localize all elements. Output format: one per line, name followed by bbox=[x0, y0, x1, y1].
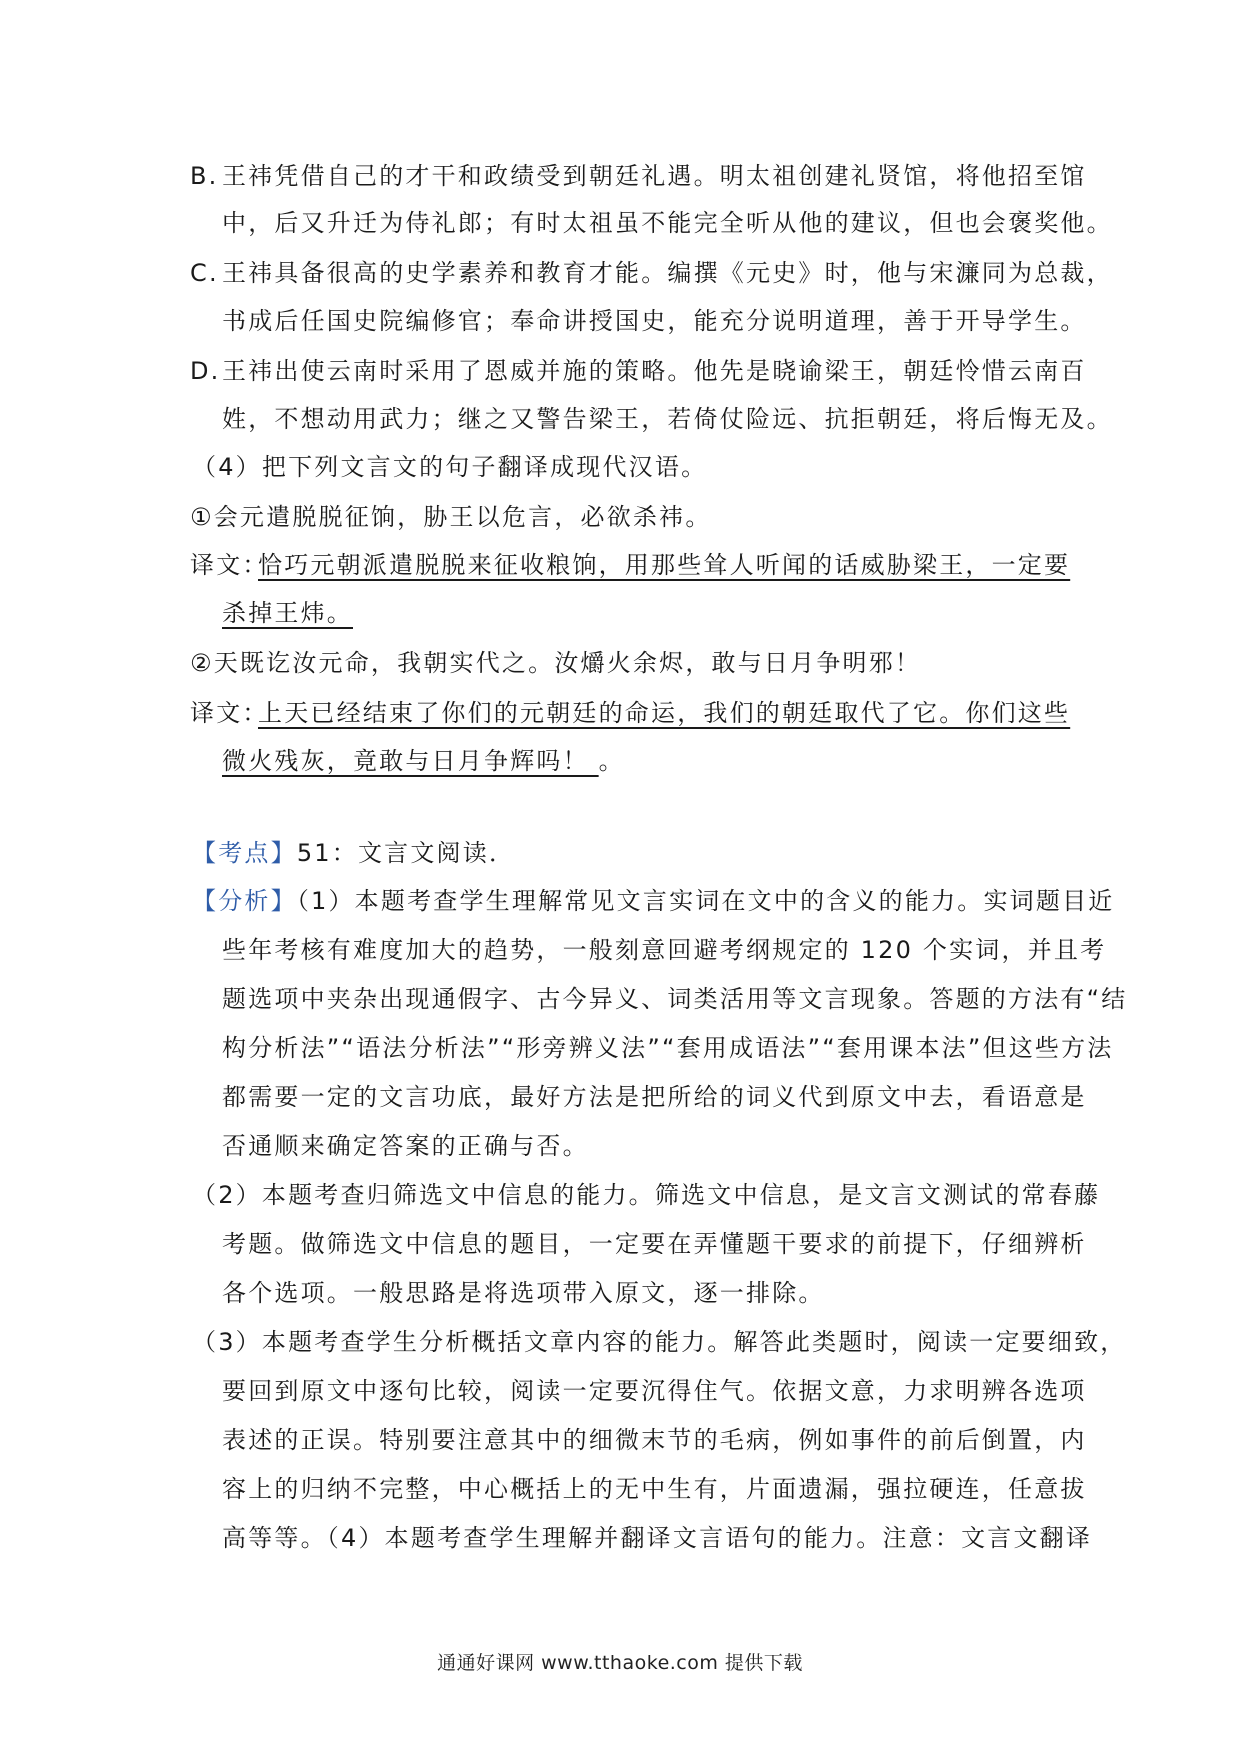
kaodian-tag: 【考点】 bbox=[192, 839, 297, 867]
sentence-2-answer-label: 译文： bbox=[190, 699, 269, 727]
option-b-line-2: 中，后又升迁为侍礼郎；有时太祖虽不能完全听从他的建议，但也会褒奖他。 bbox=[222, 209, 1113, 237]
fenxi-p3-line-1: （3）本题考查学生分析概括文章内容的能力。解答此类题时，阅读一定要细致， bbox=[192, 1328, 1127, 1356]
option-b-label: B. bbox=[190, 162, 219, 190]
sentence-1-answer-label: 译文： bbox=[190, 551, 269, 579]
sentence-2: ②天既讫汝元命，我朝实代之。汝爝火余烬，敢与日月争明邪！ bbox=[190, 649, 922, 677]
option-d-line-2: 姓，不想动用武力；继之又警告梁王，若倚仗险远、抗拒朝廷，将后悔无及。 bbox=[222, 405, 1113, 433]
option-b-line-1: 王祎凭借自己的才干和政绩受到朝廷礼遇。明太祖创建礼贤馆，将他招至馆 bbox=[222, 162, 1087, 190]
option-d-line-1: 王祎出使云南时采用了恩威并施的策略。他先是晓谕梁王，朝廷怜惜云南百 bbox=[222, 357, 1087, 385]
page-footer: 通通好课网 www.tthaoke.com 提供下载 bbox=[437, 1652, 803, 1674]
sentence-2-answer-line-2-wrap bbox=[222, 746, 625, 776]
fenxi-p2-line-2: 考题。做筛选文中信息的题目，一定要在弄懂题干要求的前提下，仔细辨析 bbox=[222, 1230, 1087, 1258]
sentence-2-answer-line-2: 微火残灰，竟敢与日月争辉吗！ bbox=[222, 747, 599, 775]
fenxi-p3-line-2: 要回到原文中逐句比较，阅读一定要沉得住气。依据文意，力求明辨各选项 bbox=[222, 1377, 1087, 1405]
fenxi-p2-line-3: 各个选项。一般思路是将选项带入原文，逐一排除。 bbox=[222, 1279, 825, 1307]
option-d-label: D. bbox=[190, 357, 221, 385]
fenxi-p1-line-5: 都需要一定的文言功底，最好方法是把所给的词义代到原文中去，看语意是 bbox=[222, 1083, 1087, 1111]
sentence-1-answer-line-2: 杀掉王炜。 bbox=[222, 599, 353, 627]
sentence-1-answer-line-1: 恰巧元朝派遣脱脱来征收粮饷，用那些耸人听闻的话威胁梁王，一定要 bbox=[258, 551, 1071, 579]
kaodian-line bbox=[192, 838, 515, 868]
fenxi-p3-line-4: 容上的归纳不完整，中心概括上的无中生有，片面遗漏，强拉硬连，任意拔 bbox=[222, 1475, 1087, 1503]
fenxi-p3-line-3: 表述的正误。特别要注意其中的细微末节的毛病，例如事件的前后倒置，内 bbox=[222, 1426, 1087, 1454]
fenxi-tag: 【分析】 bbox=[192, 887, 297, 915]
fenxi-p1-line-6: 否通顺来确定答案的正确与否。 bbox=[222, 1132, 589, 1160]
fenxi-p2-line-1: （2）本题考查归筛选文中信息的能力。筛选文中信息，是文言文测试的常春藤 bbox=[192, 1181, 1101, 1209]
sentence-1: ①会元遣脱脱征饷，胁王以危言，必欲杀祎。 bbox=[190, 503, 712, 531]
fenxi-p1-line-1: （1）本题考查学生理解常见文言实词在文中的含义的能力。实词题目近 bbox=[296, 887, 1115, 915]
option-c-label: C. bbox=[190, 259, 219, 287]
kaodian-text: 51：文言文阅读． bbox=[296, 839, 516, 867]
translation-heading: （4）把下列文言文的句子翻译成现代汉语。 bbox=[192, 453, 708, 481]
sentence-2-answer-period: 。 bbox=[598, 747, 625, 775]
sentence-2-answer-line-1: 上天已经结束了你们的元朝廷的命运，我们的朝廷取代了它。你们这些 bbox=[258, 699, 1071, 727]
fenxi-p1-line-3: 题选项中夹杂出现通假字、古今异义、词类活用等文言现象。答题的方法有“结 bbox=[222, 985, 1128, 1013]
fenxi-p1-line-4: 构分析法”“语法分析法”“形旁辨义法”“套用成语法”“套用课本法”但这些方法 bbox=[222, 1034, 1114, 1062]
option-c-line-1: 王祎具备很高的史学素养和教育才能。编撰《元史》时，他与宋濂同为总裁， bbox=[222, 259, 1113, 287]
fenxi-p3-line-5: 高等等。（4）本题考查学生理解并翻译文言语句的能力。注意：文言文翻译 bbox=[222, 1524, 1093, 1552]
fenxi-p1-line-2: 些年考核有难度加大的趋势，一般刻意回避考纲规定的 120 个实词，并且考 bbox=[222, 936, 1107, 964]
fenxi-line-1 bbox=[192, 886, 1114, 916]
option-c-line-2: 书成后任国史院编修官；奉命讲授国史，能充分说明道理，善于开导学生。 bbox=[222, 307, 1087, 335]
